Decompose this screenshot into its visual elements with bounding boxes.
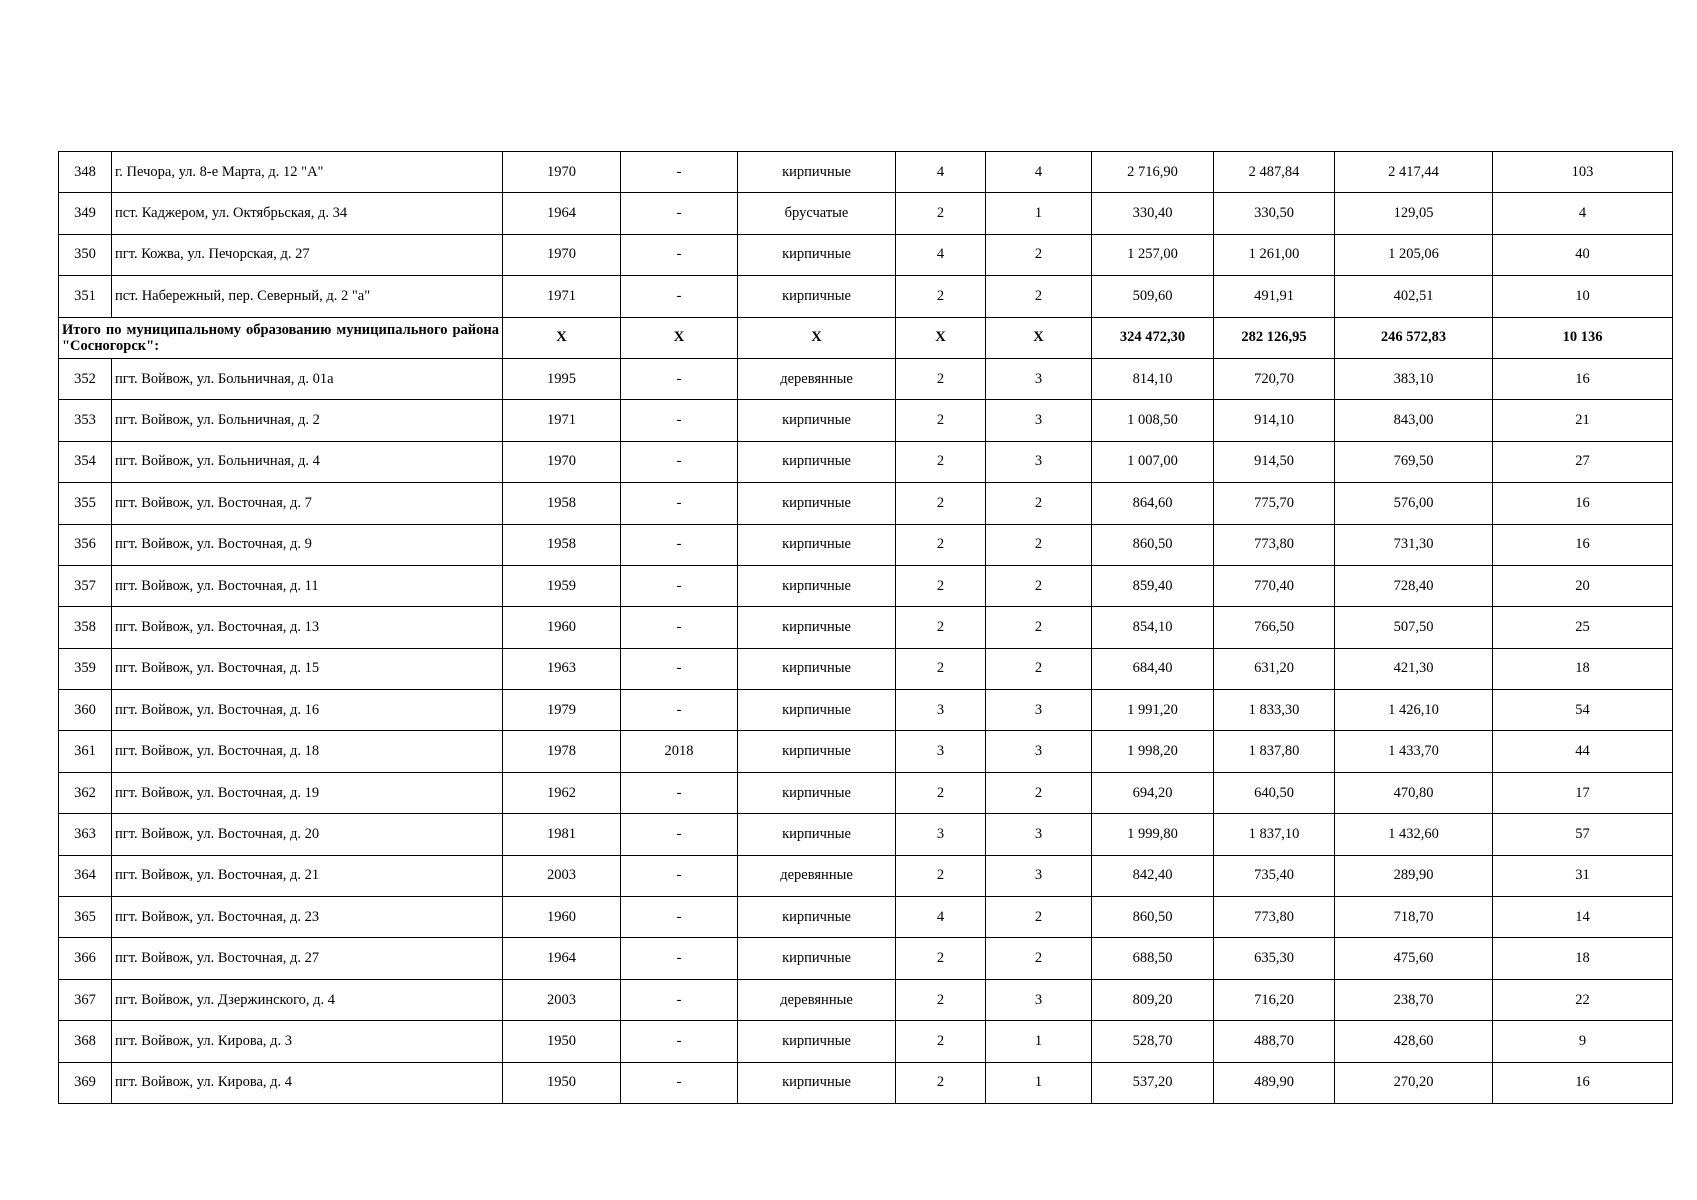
- residents-cell: 10: [1493, 276, 1673, 317]
- residents-cell: 22: [1493, 979, 1673, 1020]
- wall-material-cell: деревянные: [738, 358, 896, 399]
- address-cell: пгт. Кожва, ул. Печорская, д. 27: [112, 234, 503, 275]
- year-rebuilt-cell: -: [621, 607, 738, 648]
- entrances-cell: 3: [986, 731, 1092, 772]
- total-area-cell: 528,70: [1092, 1021, 1214, 1062]
- premises-area-cell: 766,50: [1214, 607, 1335, 648]
- total-area-cell: 854,10: [1092, 607, 1214, 648]
- row-number-cell: 353: [59, 400, 112, 441]
- row-number-cell: 356: [59, 524, 112, 565]
- residents-cell: 17: [1493, 772, 1673, 813]
- total-area-cell: 1 257,00: [1092, 234, 1214, 275]
- address-cell: пгт. Войвож, ул. Восточная, д. 16: [112, 690, 503, 731]
- table-row: [59, 565, 1673, 606]
- total-area-cell: 1 007,00: [1092, 441, 1214, 482]
- total-row: [59, 317, 1673, 358]
- residents-cell: 40: [1493, 234, 1673, 275]
- year-built-cell: 1978: [503, 731, 621, 772]
- entrances-cell: 3: [986, 400, 1092, 441]
- wall-material-cell: кирпичные: [738, 648, 896, 689]
- entrances-cell: 2: [986, 276, 1092, 317]
- premises-area-cell: 330,50: [1214, 193, 1335, 234]
- year-rebuilt-cell: -: [621, 152, 738, 193]
- year-rebuilt-cell: -: [621, 193, 738, 234]
- total-area-living: 246 572,83: [1335, 317, 1493, 358]
- table-row: [59, 358, 1673, 399]
- entrances-cell: 2: [986, 772, 1092, 813]
- row-number-cell: 349: [59, 193, 112, 234]
- year-rebuilt-cell: -: [621, 938, 738, 979]
- address-cell: пст. Каджером, ул. Октябрьская, д. 34: [112, 193, 503, 234]
- year-rebuilt-cell: -: [621, 1021, 738, 1062]
- living-area-cell: 383,10: [1335, 358, 1493, 399]
- wall-material-cell: кирпичные: [738, 1062, 896, 1103]
- residents-cell: 44: [1493, 731, 1673, 772]
- table-row: [59, 772, 1673, 813]
- floors-cell: 2: [896, 400, 986, 441]
- address-cell: пгт. Войвож, ул. Восточная, д. 7: [112, 483, 503, 524]
- table-row: [59, 1021, 1673, 1062]
- living-area-cell: 2 417,44: [1335, 152, 1493, 193]
- premises-area-cell: 2 487,84: [1214, 152, 1335, 193]
- total-floors: X: [896, 317, 986, 358]
- address-cell: пгт. Войвож, ул. Восточная, д. 20: [112, 814, 503, 855]
- entrances-cell: 3: [986, 814, 1092, 855]
- residents-cell: 20: [1493, 565, 1673, 606]
- premises-area-cell: 640,50: [1214, 772, 1335, 813]
- row-number-cell: 366: [59, 938, 112, 979]
- year-built-cell: 1959: [503, 565, 621, 606]
- row-number-cell: 362: [59, 772, 112, 813]
- floors-cell: 2: [896, 772, 986, 813]
- total-area-cell: 1 008,50: [1092, 400, 1214, 441]
- table-row: [59, 1062, 1673, 1103]
- entrances-cell: 3: [986, 690, 1092, 731]
- wall-material-cell: брусчатые: [738, 193, 896, 234]
- table-body-bottom: [59, 358, 1673, 1103]
- floors-cell: 2: [896, 1021, 986, 1062]
- premises-area-cell: 1 837,10: [1214, 814, 1335, 855]
- year-built-cell: 1958: [503, 483, 621, 524]
- address-cell: пгт. Войвож, ул. Кирова, д. 3: [112, 1021, 503, 1062]
- year-built-cell: 2003: [503, 979, 621, 1020]
- premises-area-cell: 720,70: [1214, 358, 1335, 399]
- year-rebuilt-cell: -: [621, 483, 738, 524]
- floors-cell: 2: [896, 565, 986, 606]
- entrances-cell: 2: [986, 897, 1092, 938]
- premises-area-cell: 775,70: [1214, 483, 1335, 524]
- year-built-cell: 1979: [503, 690, 621, 731]
- entrances-cell: 2: [986, 565, 1092, 606]
- table-body-total: [59, 317, 1673, 358]
- row-number-cell: 355: [59, 483, 112, 524]
- wall-material-cell: кирпичные: [738, 938, 896, 979]
- entrances-cell: 2: [986, 234, 1092, 275]
- table-row: [59, 400, 1673, 441]
- address-cell: пгт. Войвож, ул. Восточная, д. 11: [112, 565, 503, 606]
- row-number-cell: 348: [59, 152, 112, 193]
- row-number-cell: 351: [59, 276, 112, 317]
- residents-cell: 18: [1493, 648, 1673, 689]
- premises-area-cell: 773,80: [1214, 524, 1335, 565]
- total-area-cell: 1 991,20: [1092, 690, 1214, 731]
- residents-cell: 31: [1493, 855, 1673, 896]
- floors-cell: 2: [896, 1062, 986, 1103]
- year-built-cell: 1964: [503, 193, 621, 234]
- table-row: [59, 897, 1673, 938]
- floors-cell: 3: [896, 690, 986, 731]
- year-rebuilt-cell: -: [621, 524, 738, 565]
- address-cell: пгт. Войвож, ул. Восточная, д. 18: [112, 731, 503, 772]
- floors-cell: 3: [896, 731, 986, 772]
- floors-cell: 4: [896, 897, 986, 938]
- year-rebuilt-cell: 2018: [621, 731, 738, 772]
- table-row: [59, 731, 1673, 772]
- premises-area-cell: 735,40: [1214, 855, 1335, 896]
- total-area-cell: 1 999,80: [1092, 814, 1214, 855]
- living-area-cell: 289,90: [1335, 855, 1493, 896]
- entrances-cell: 1: [986, 1062, 1092, 1103]
- premises-area-cell: 914,50: [1214, 441, 1335, 482]
- residents-cell: 16: [1493, 358, 1673, 399]
- year-rebuilt-cell: -: [621, 648, 738, 689]
- table-body-top: [59, 152, 1673, 318]
- row-number-cell: 350: [59, 234, 112, 275]
- year-built-cell: 1964: [503, 938, 621, 979]
- residents-cell: 18: [1493, 938, 1673, 979]
- year-built-cell: 1970: [503, 234, 621, 275]
- premises-area-cell: 914,10: [1214, 400, 1335, 441]
- living-area-cell: 843,00: [1335, 400, 1493, 441]
- table-row: [59, 814, 1673, 855]
- living-area-cell: 470,80: [1335, 772, 1493, 813]
- premises-area-cell: 488,70: [1214, 1021, 1335, 1062]
- wall-material-cell: кирпичные: [738, 441, 896, 482]
- living-area-cell: 728,40: [1335, 565, 1493, 606]
- row-number-cell: 357: [59, 565, 112, 606]
- address-cell: пгт. Войвож, ул. Восточная, д. 27: [112, 938, 503, 979]
- total-label: Итого по муниципальному образованию муниципального района "Сосногорск":: [59, 317, 503, 358]
- row-number-cell: 369: [59, 1062, 112, 1103]
- premises-area-cell: 489,90: [1214, 1062, 1335, 1103]
- total-area-cell: 684,40: [1092, 648, 1214, 689]
- address-cell: пгт. Войвож, ул. Восточная, д. 15: [112, 648, 503, 689]
- address-cell: пгт. Войвож, ул. Кирова, д. 4: [112, 1062, 503, 1103]
- premises-area-cell: 770,40: [1214, 565, 1335, 606]
- wall-material-cell: кирпичные: [738, 524, 896, 565]
- row-number-cell: 368: [59, 1021, 112, 1062]
- wall-material-cell: кирпичные: [738, 152, 896, 193]
- floors-cell: 3: [896, 814, 986, 855]
- residents-cell: 16: [1493, 483, 1673, 524]
- residents-cell: 14: [1493, 897, 1673, 938]
- total-area-cell: 859,40: [1092, 565, 1214, 606]
- year-rebuilt-cell: -: [621, 565, 738, 606]
- entrances-cell: 3: [986, 358, 1092, 399]
- year-rebuilt-cell: -: [621, 441, 738, 482]
- total-walls: X: [738, 317, 896, 358]
- year-rebuilt-cell: -: [621, 1062, 738, 1103]
- living-area-cell: 576,00: [1335, 483, 1493, 524]
- year-built-cell: 1962: [503, 772, 621, 813]
- table-row: [59, 607, 1673, 648]
- floors-cell: 2: [896, 938, 986, 979]
- residents-cell: 57: [1493, 814, 1673, 855]
- year-rebuilt-cell: -: [621, 690, 738, 731]
- row-number-cell: 358: [59, 607, 112, 648]
- living-area-cell: 1 205,06: [1335, 234, 1493, 275]
- year-rebuilt-cell: -: [621, 772, 738, 813]
- living-area-cell: 270,20: [1335, 1062, 1493, 1103]
- year-rebuilt-cell: -: [621, 855, 738, 896]
- year-rebuilt-cell: -: [621, 400, 738, 441]
- living-area-cell: 402,51: [1335, 276, 1493, 317]
- living-area-cell: 1 433,70: [1335, 731, 1493, 772]
- year-rebuilt-cell: -: [621, 234, 738, 275]
- total-area-cell: 688,50: [1092, 938, 1214, 979]
- living-area-cell: 1 432,60: [1335, 814, 1493, 855]
- year-built-cell: 1970: [503, 441, 621, 482]
- year-rebuilt-cell: -: [621, 814, 738, 855]
- wall-material-cell: деревянные: [738, 855, 896, 896]
- total-area-premises: 282 126,95: [1214, 317, 1335, 358]
- living-area-cell: 428,60: [1335, 1021, 1493, 1062]
- year-built-cell: 1981: [503, 814, 621, 855]
- floors-cell: 2: [896, 855, 986, 896]
- total-area-cell: 860,50: [1092, 524, 1214, 565]
- table-row: [59, 648, 1673, 689]
- wall-material-cell: кирпичные: [738, 234, 896, 275]
- living-area-cell: 129,05: [1335, 193, 1493, 234]
- year-built-cell: 1958: [503, 524, 621, 565]
- wall-material-cell: кирпичные: [738, 772, 896, 813]
- total-entrances: X: [986, 317, 1092, 358]
- entrances-cell: 2: [986, 607, 1092, 648]
- year-built-cell: 1995: [503, 358, 621, 399]
- entrances-cell: 3: [986, 979, 1092, 1020]
- wall-material-cell: кирпичные: [738, 400, 896, 441]
- floors-cell: 2: [896, 441, 986, 482]
- total-area-cell: 809,20: [1092, 979, 1214, 1020]
- total-area-cell: 509,60: [1092, 276, 1214, 317]
- address-cell: пгт. Войвож, ул. Восточная, д. 23: [112, 897, 503, 938]
- floors-cell: 2: [896, 648, 986, 689]
- living-area-cell: 1 426,10: [1335, 690, 1493, 731]
- total-area-cell: 864,60: [1092, 483, 1214, 524]
- wall-material-cell: кирпичные: [738, 731, 896, 772]
- premises-area-cell: 1 837,80: [1214, 731, 1335, 772]
- table-row: [59, 234, 1673, 275]
- row-number-cell: 367: [59, 979, 112, 1020]
- row-number-cell: 352: [59, 358, 112, 399]
- year-built-cell: 1950: [503, 1021, 621, 1062]
- floors-cell: 2: [896, 607, 986, 648]
- total-area-cell: 814,10: [1092, 358, 1214, 399]
- residents-cell: 54: [1493, 690, 1673, 731]
- residents-cell: 25: [1493, 607, 1673, 648]
- table-row: [59, 193, 1673, 234]
- year-built-cell: 1963: [503, 648, 621, 689]
- total-residents: 10 136: [1493, 317, 1673, 358]
- residents-cell: 4: [1493, 193, 1673, 234]
- table-row: [59, 276, 1673, 317]
- row-number-cell: 365: [59, 897, 112, 938]
- wall-material-cell: кирпичные: [738, 1021, 896, 1062]
- residents-cell: 27: [1493, 441, 1673, 482]
- address-cell: пгт. Войвож, ул. Восточная, д. 9: [112, 524, 503, 565]
- year-built-cell: 1970: [503, 152, 621, 193]
- residents-cell: 103: [1493, 152, 1673, 193]
- living-area-cell: 421,30: [1335, 648, 1493, 689]
- premises-area-cell: 716,20: [1214, 979, 1335, 1020]
- year-rebuilt-cell: -: [621, 979, 738, 1020]
- wall-material-cell: кирпичные: [738, 483, 896, 524]
- floors-cell: 2: [896, 979, 986, 1020]
- total-area-cell: 842,40: [1092, 855, 1214, 896]
- address-cell: пгт. Войвож, ул. Восточная, д. 19: [112, 772, 503, 813]
- address-cell: пст. Набережный, пер. Северный, д. 2 "а": [112, 276, 503, 317]
- floors-cell: 2: [896, 276, 986, 317]
- row-number-cell: 360: [59, 690, 112, 731]
- address-cell: пгт. Войвож, ул. Восточная, д. 13: [112, 607, 503, 648]
- total-area-cell: 2 716,90: [1092, 152, 1214, 193]
- entrances-cell: 3: [986, 855, 1092, 896]
- wall-material-cell: кирпичные: [738, 565, 896, 606]
- year-built-cell: 1971: [503, 276, 621, 317]
- year-rebuilt-cell: -: [621, 276, 738, 317]
- address-cell: пгт. Войвож, ул. Больничная, д. 4: [112, 441, 503, 482]
- residents-cell: 16: [1493, 1062, 1673, 1103]
- row-number-cell: 361: [59, 731, 112, 772]
- total-area-cell: 1 998,20: [1092, 731, 1214, 772]
- floors-cell: 2: [896, 193, 986, 234]
- address-cell: пгт. Войвож, ул. Больничная, д. 01а: [112, 358, 503, 399]
- year-built-cell: 2003: [503, 855, 621, 896]
- entrances-cell: 4: [986, 152, 1092, 193]
- row-number-cell: 363: [59, 814, 112, 855]
- total-year-built: X: [503, 317, 621, 358]
- table-row: [59, 441, 1673, 482]
- premises-area-cell: 635,30: [1214, 938, 1335, 979]
- wall-material-cell: кирпичные: [738, 276, 896, 317]
- row-number-cell: 359: [59, 648, 112, 689]
- residents-cell: 9: [1493, 1021, 1673, 1062]
- entrances-cell: 2: [986, 938, 1092, 979]
- table-row: [59, 690, 1673, 731]
- living-area-cell: 507,50: [1335, 607, 1493, 648]
- entrances-cell: 2: [986, 483, 1092, 524]
- total-area-total: 324 472,30: [1092, 317, 1214, 358]
- total-year-rebuilt: X: [621, 317, 738, 358]
- address-cell: пгт. Войвож, ул. Дзержинского, д. 4: [112, 979, 503, 1020]
- address-cell: пгт. Войвож, ул. Больничная, д. 2: [112, 400, 503, 441]
- premises-area-cell: 491,91: [1214, 276, 1335, 317]
- entrances-cell: 2: [986, 524, 1092, 565]
- address-cell: пгт. Войвож, ул. Восточная, д. 21: [112, 855, 503, 896]
- living-area-cell: 475,60: [1335, 938, 1493, 979]
- residents-cell: 16: [1493, 524, 1673, 565]
- floors-cell: 2: [896, 483, 986, 524]
- wall-material-cell: кирпичные: [738, 607, 896, 648]
- wall-material-cell: деревянные: [738, 979, 896, 1020]
- row-number-cell: 364: [59, 855, 112, 896]
- table-row: [59, 979, 1673, 1020]
- floors-cell: 4: [896, 234, 986, 275]
- housing-registry-table: [58, 151, 1673, 1104]
- total-area-cell: 330,40: [1092, 193, 1214, 234]
- total-area-cell: 537,20: [1092, 1062, 1214, 1103]
- year-rebuilt-cell: -: [621, 358, 738, 399]
- wall-material-cell: кирпичные: [738, 690, 896, 731]
- year-rebuilt-cell: -: [621, 897, 738, 938]
- floors-cell: 4: [896, 152, 986, 193]
- table-row: [59, 152, 1673, 193]
- entrances-cell: 1: [986, 193, 1092, 234]
- year-built-cell: 1960: [503, 607, 621, 648]
- premises-area-cell: 1 833,30: [1214, 690, 1335, 731]
- table-row: [59, 483, 1673, 524]
- entrances-cell: 3: [986, 441, 1092, 482]
- row-number-cell: 354: [59, 441, 112, 482]
- total-area-cell: 860,50: [1092, 897, 1214, 938]
- wall-material-cell: кирпичные: [738, 897, 896, 938]
- year-built-cell: 1971: [503, 400, 621, 441]
- year-built-cell: 1960: [503, 897, 621, 938]
- residents-cell: 21: [1493, 400, 1673, 441]
- table-row: [59, 855, 1673, 896]
- total-area-cell: 694,20: [1092, 772, 1214, 813]
- living-area-cell: 731,30: [1335, 524, 1493, 565]
- wall-material-cell: кирпичные: [738, 814, 896, 855]
- entrances-cell: 1: [986, 1021, 1092, 1062]
- floors-cell: 2: [896, 524, 986, 565]
- address-cell: г. Печора, ул. 8-е Марта, д. 12 "А": [112, 152, 503, 193]
- premises-area-cell: 631,20: [1214, 648, 1335, 689]
- table-row: [59, 938, 1673, 979]
- living-area-cell: 769,50: [1335, 441, 1493, 482]
- year-built-cell: 1950: [503, 1062, 621, 1103]
- premises-area-cell: 773,80: [1214, 897, 1335, 938]
- living-area-cell: 718,70: [1335, 897, 1493, 938]
- floors-cell: 2: [896, 358, 986, 399]
- premises-area-cell: 1 261,00: [1214, 234, 1335, 275]
- entrances-cell: 2: [986, 648, 1092, 689]
- table-row: [59, 524, 1673, 565]
- living-area-cell: 238,70: [1335, 979, 1493, 1020]
